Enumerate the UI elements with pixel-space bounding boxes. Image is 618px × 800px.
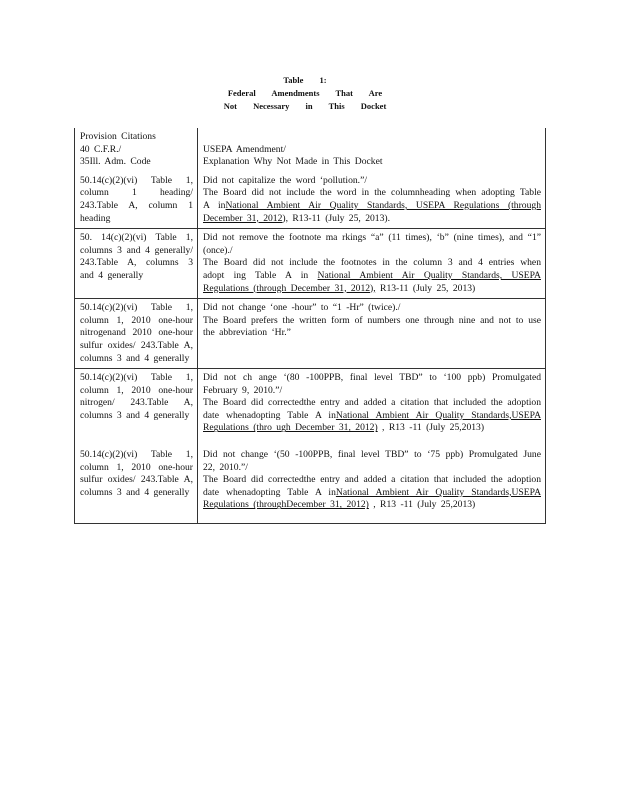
amendment-text: Did not change ‘(50 -100PPB, final level TBD” to ‘75 ppb) Promulgated June 22, 2010.”/	[203, 449, 541, 473]
explanation-tail: R13-11 (July 25, 2013)	[375, 282, 476, 294]
table-row	[75, 299, 546, 369]
table-row	[75, 369, 546, 446]
citation-text: National Ambient Air Quality Standards,USEPA Regulations (thro ugh December 31, 2012)	[203, 409, 541, 434]
explanation-tail: , R13 -11 (July 25,2013)	[377, 422, 485, 434]
explanation-text: The Board did not include the word in the columnheading when adopting Table A in	[203, 187, 541, 211]
explanation-cell	[198, 172, 546, 229]
header-explanation-line: Explanation Why Not Made in This Docket	[203, 156, 383, 168]
amendment-text: Did not change ‘one -hour” to “1 -Hr” (twice)./	[203, 302, 401, 314]
table-title	[200, 74, 410, 113]
explanation-cell	[198, 299, 546, 369]
header-provision-line: 35Ill. Adm. Code	[80, 156, 151, 168]
table-title-line-3: Not Necessary in This Docket	[223, 101, 387, 111]
provision-cell: 50.14(c)(2)(vi) Table 1, column 1, 2010 one-hour nitrogen/ 243.Table A, columns 3 and 4 generally	[75, 369, 198, 446]
explanation-text: The Board did correctedthe entry and added a citation that included the adoption date whenadopting Table A in	[203, 474, 541, 498]
explanation-text: The Board did not include the footnotes in the column 3 and 4 entries when adopt ing Table A in	[203, 257, 541, 281]
explanation-text: The Board prefers the written form of numbers one through nine and not to use the abbreviation ‘Hr.”	[203, 314, 541, 339]
header-provision-line: Provision Citations	[80, 131, 156, 142]
provision-cell: 50. 14(c)(2)(vi) Table 1, columns 3 and 4 generally/ 243.Table A, columns 3 and 4 generally	[75, 229, 198, 299]
table-header-row	[75, 128, 546, 172]
table-title-line-1: Table 1:	[283, 75, 327, 85]
citation-text: National Ambient Air Quality Standards, USEPA Regulations (through December 31, 2012),	[203, 199, 541, 224]
amendments-table	[74, 128, 546, 524]
table-title-line-2: Federal Amendments That Are	[227, 88, 383, 98]
provision-cell: 50.14(c)(2)(vi) Table 1, column 1 heading/ 243.Table A, column 1 heading	[75, 172, 198, 229]
table-row	[75, 229, 546, 299]
citation-text: National Ambient Air Quality Standards, USEPA Regulations (through December 31, 2012),	[203, 269, 541, 294]
provision-cell: 50.14(c)(2)(vi) Table 1, column 1, 2010 one-hour sulfur oxides/ 243.Table A, columns 3 and 4 generally	[75, 446, 198, 523]
amendment-text: Did not remove the footnote ma rkings “a” (11 times), ‘b” (nine times), and “1” (once)./	[203, 232, 541, 256]
explanation-cell	[198, 229, 546, 299]
explanation-text: The Board did correctedthe entry and added a citation that included the adoption date whenadopting Table A in	[203, 397, 541, 421]
citation-text: National Ambient Air Quality Standards,USEPA Regulations (throughDecember 31, 2012)	[203, 486, 541, 511]
header-provision-cell	[75, 128, 198, 172]
explanation-cell	[198, 446, 546, 523]
amendment-text: Did not capitalize the word ‘pollution.”/	[203, 174, 367, 186]
table-row	[75, 446, 546, 523]
explanation-tail: R13-11 (July 25, 2013).	[288, 212, 390, 224]
explanation-tail: , R13 -11 (July 25,2013)	[368, 499, 476, 511]
provision-cell: 50.14(c)(2)(vi) Table 1, column 1, 2010 one-hour nitrogenand 2010 one-hour sulfur oxides/ 243.Table A, columns 3 and 4 generally	[75, 299, 198, 369]
header-explanation-line: USEPA Amendment/	[203, 143, 286, 155]
header-explanation-cell	[198, 128, 546, 172]
explanation-cell	[198, 369, 546, 446]
amendment-text: Did not ch ange ‘(80 -100PPB, final level TBD” to ‘100 ppb) Promulgated February 9, 2010.”/	[203, 372, 541, 396]
table-row	[75, 172, 546, 229]
header-provision-line: 40 C.F.R./	[80, 143, 122, 155]
